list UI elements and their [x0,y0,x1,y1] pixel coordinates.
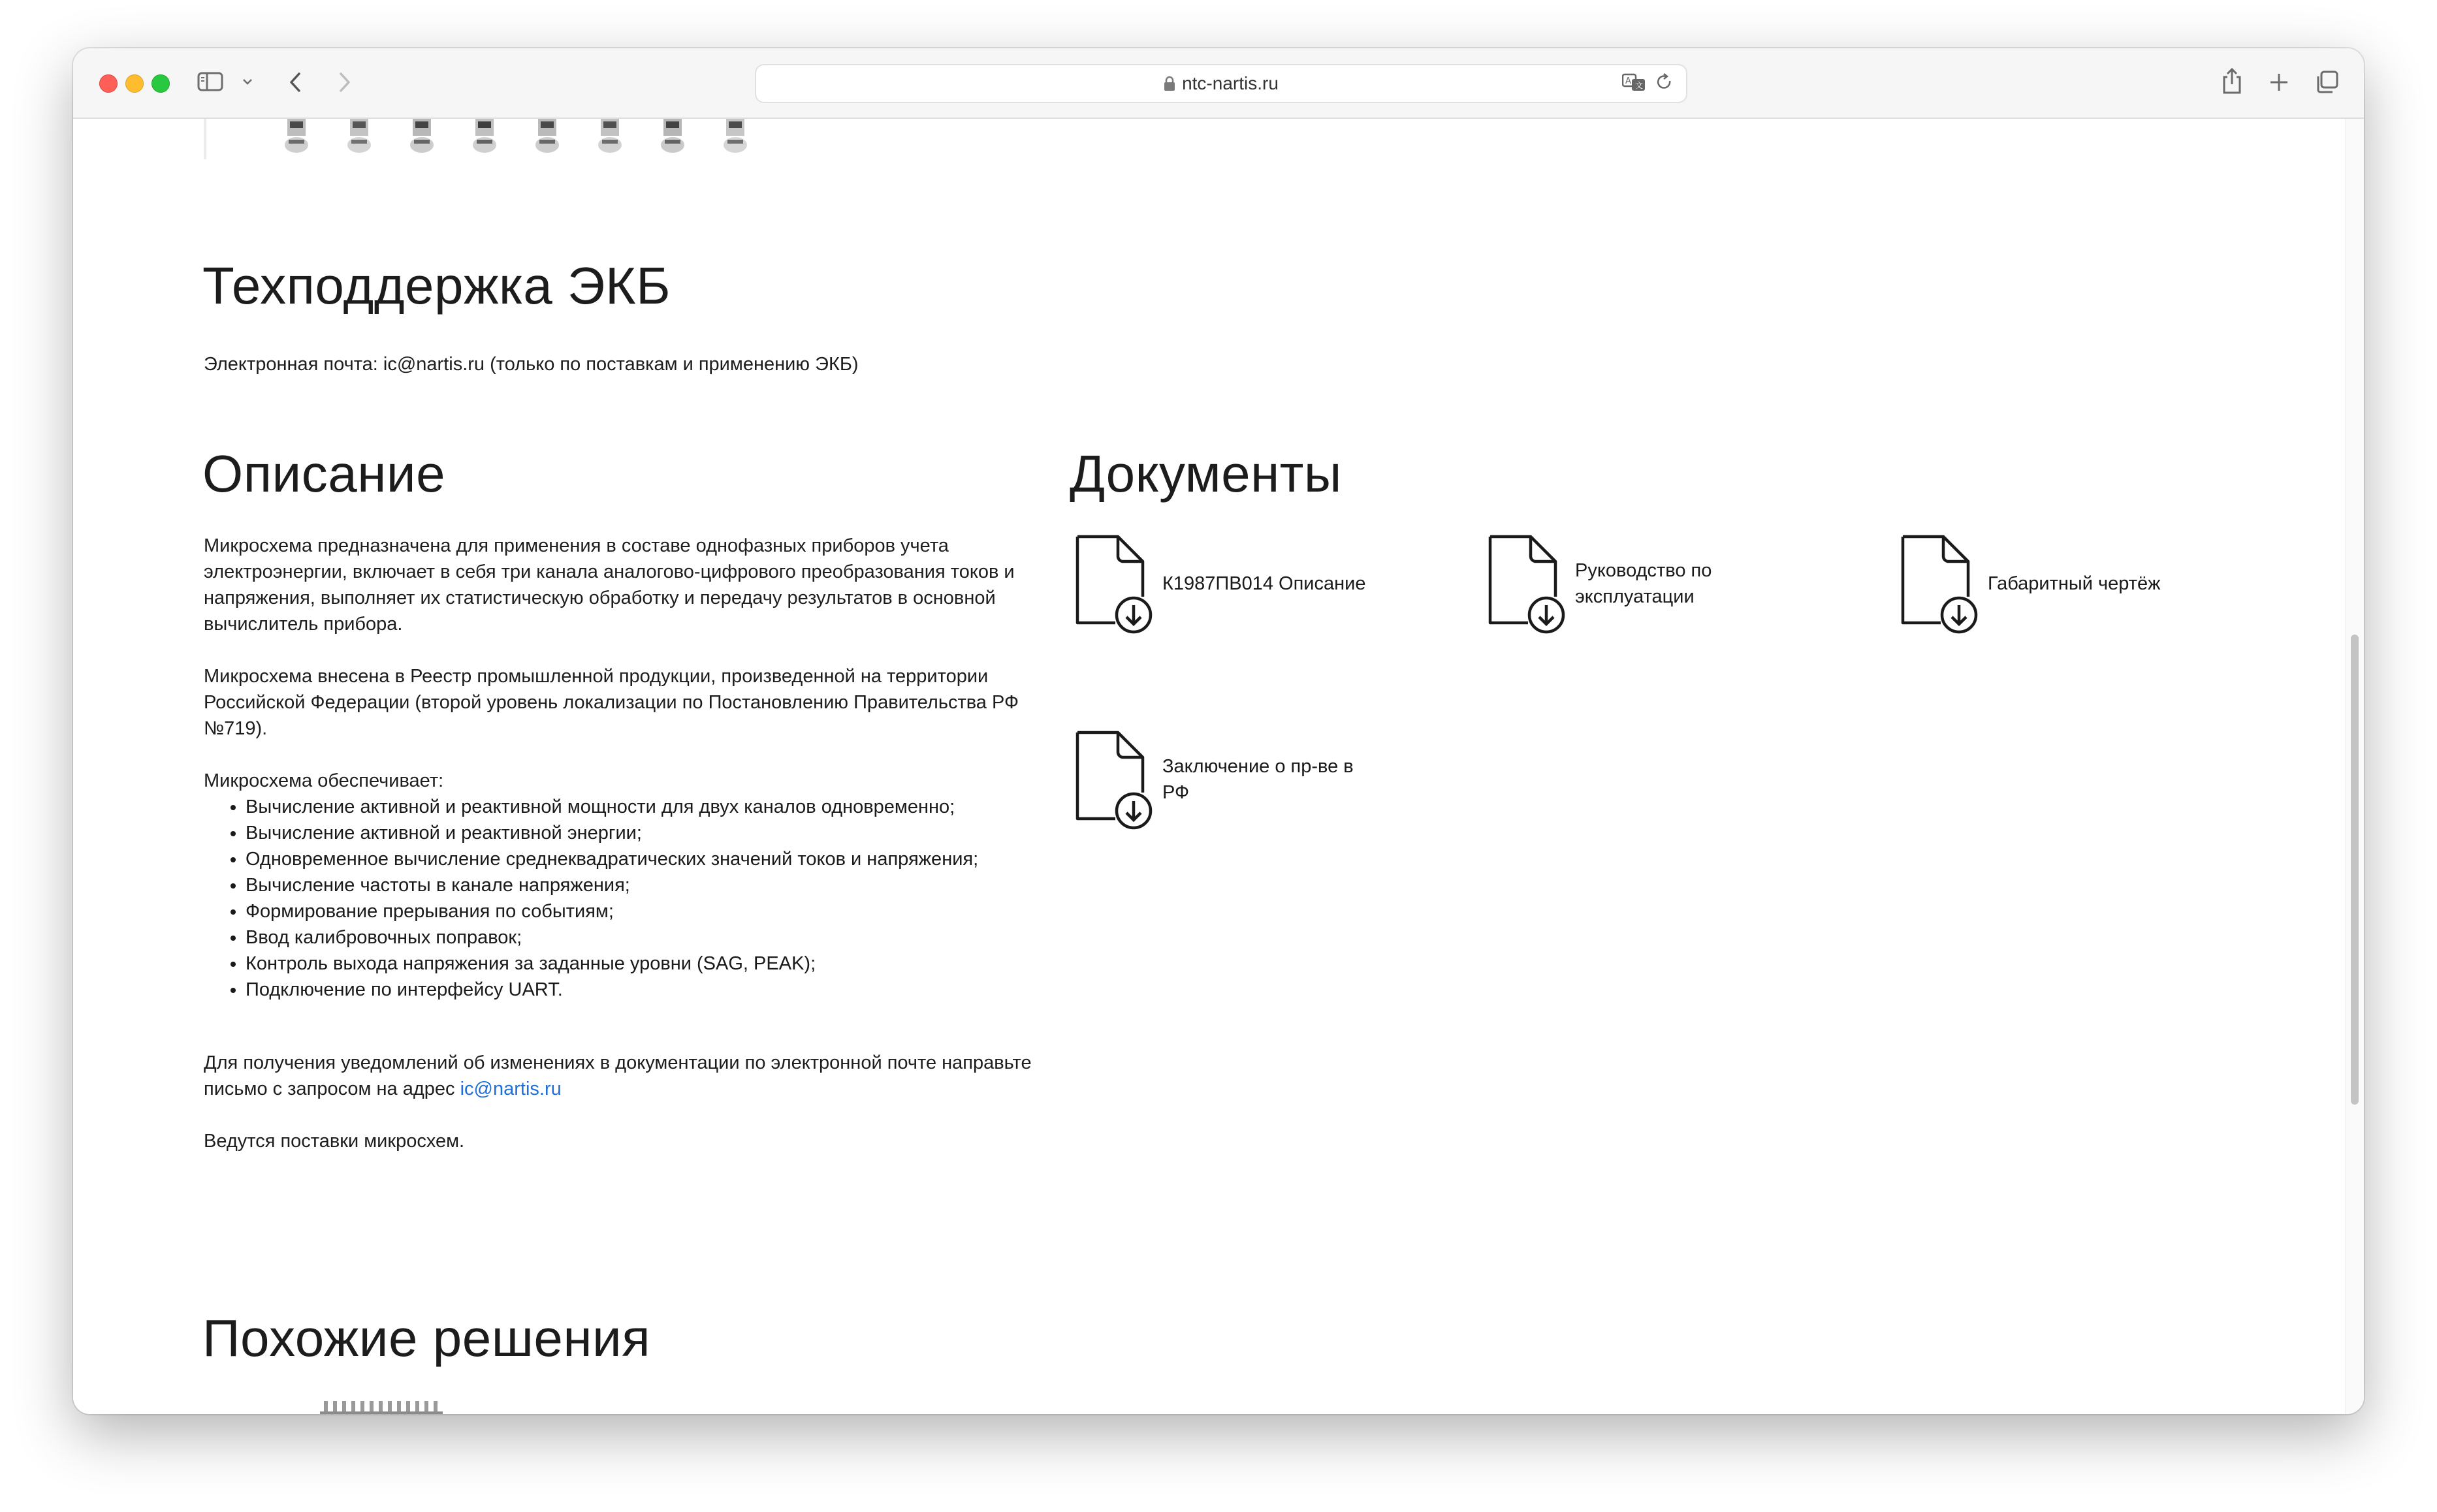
file-download-icon [1070,531,1158,636]
reload-icon[interactable] [1656,73,1673,95]
description-paragraph-1: Микросхема предназначена для применения в составе однофазных приборов учета электроэнергии, включает в себя три канала аналогово-цифрового преобразования токов и напряжения, выполняет их статистическую обработку и передачу результатов в основной вычислитель прибора. [204,535,1015,635]
notice-text: Для получения уведомлений об изменениях в документации по электронной почте направьте письмо с запросом на адрес [204,1052,1032,1099]
tab-overview-icon[interactable] [2314,69,2340,95]
chip-image[interactable] [316,1400,447,1414]
document-label[interactable]: К1987ПВ014 Описание [1162,573,1366,594]
support-title: Техподдержка ЭКБ [202,257,671,315]
forward-icon[interactable] [333,69,357,95]
thumbnail-image[interactable] [533,119,562,158]
scrollbar[interactable] [2345,119,2364,1414]
documents-title: Документы [1070,445,1342,503]
minimize-window-button[interactable] [125,74,144,93]
description-paragraph-2: Микросхема внесена в Реестр промышленной продукции, произведенной на территории Российской Федерации (второй уровень локализации по Постановлению Правительства РФ №719). [204,666,1019,739]
chevron-down-icon[interactable] [240,73,255,90]
address-bar[interactable] [755,64,1687,103]
list-item: • Одновременное вычисление среднеквадратических значений токов и напряжения; [246,846,1079,872]
description-body [204,533,1079,1154]
maximize-window-button[interactable] [151,74,170,93]
document-label[interactable]: Заключение о пр-ве в РФ [1162,756,1354,803]
new-tab-icon[interactable] [2266,69,2292,95]
file-download-icon [1070,727,1158,832]
lock-icon [1164,76,1175,91]
scrollbar-thumb[interactable] [2351,635,2359,1105]
document-label[interactable]: Руководство по эксплуатации [1575,560,1712,607]
similar-solutions-title: Похожие решения [202,1309,651,1367]
sidebar-toggle-icon[interactable] [197,71,223,93]
file-download-icon [1895,531,1984,636]
photo-thumbnails [204,119,831,165]
list-item: • Подключение по интерфейсу UART. [246,977,1079,1003]
list-item: • Формирование прерывания по событиям; [246,898,1079,924]
svg-text:A: A [1625,76,1631,86]
svg-text:文: 文 [1635,81,1644,90]
document-item[interactable] [1895,531,2223,636]
thumbnail-image[interactable] [658,119,687,158]
thumbnail-image[interactable] [721,119,750,158]
description-title: Описание [202,445,446,503]
page-content [73,119,2346,1414]
file-download-icon [1482,531,1571,636]
thumbnail-image[interactable] [596,119,624,158]
list-item: • Вычисление активной и реактивной мощности для двух каналов одновременно; [246,794,1079,820]
url-text: ntc-nartis.ru [1182,73,1279,93]
document-label[interactable]: Габаритный чертёж [1988,573,2161,594]
browser-window [73,48,2364,1414]
document-item[interactable] [1482,531,1771,636]
features-intro: Микросхема обеспечивает: [204,770,444,791]
browser-toolbar [73,48,2364,119]
list-item: • Вычисление частоты в канале напряжения; [246,872,1079,898]
document-item[interactable] [1070,531,1397,636]
email-link[interactable]: ic@nartis.ru [460,1079,562,1099]
list-item: • Контроль выхода напряжения за заданные уровни (SAG, PEAK); [246,951,1079,977]
translate-icon[interactable] [1622,73,1647,95]
list-item: • Ввод калибровочных поправок; [246,924,1079,951]
notice-paragraph [204,1050,1079,1102]
support-email-text: Электронная почта: ic@nartis.ru (только по поставкам и применению ЭКБ) [204,354,859,375]
supply-text: Ведутся поставки микросхем. [204,1131,465,1152]
thumbnail-image[interactable] [470,119,499,158]
features-list [204,794,1079,1003]
thumbnail-image[interactable] [407,119,436,158]
thumbnail-image[interactable] [282,119,311,158]
list-item: • Вычисление активной и реактивной энергии; [246,820,1079,846]
close-window-button[interactable] [99,74,118,93]
document-item[interactable] [1070,727,1378,832]
thumbnail-image[interactable] [345,119,374,158]
share-icon[interactable] [2219,67,2245,95]
back-icon[interactable] [283,69,307,95]
